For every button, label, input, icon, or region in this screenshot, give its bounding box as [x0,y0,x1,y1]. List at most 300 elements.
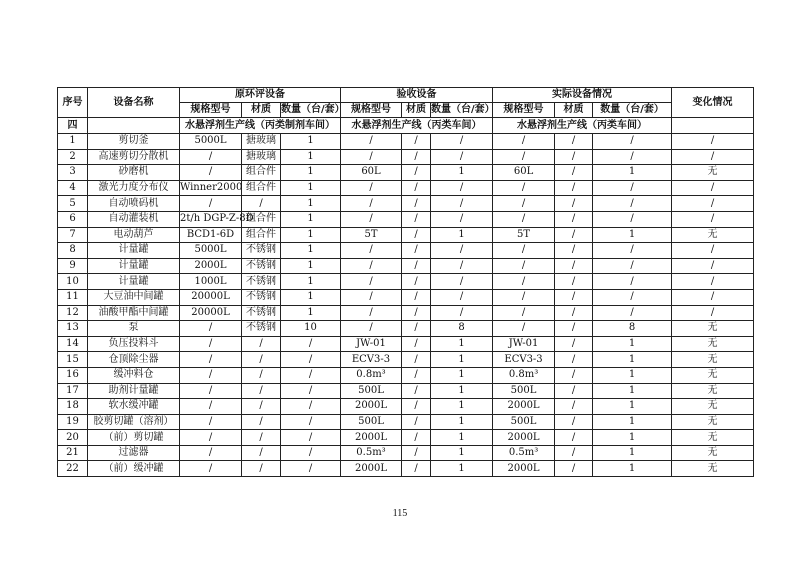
row-equipment-name: 软水缓冲罐 [88,399,180,415]
row-actual-spec: 2000L [493,461,555,477]
row-original-spec: / [180,430,242,446]
row-actual-spec: 5T [493,227,555,243]
section-blank [88,118,180,134]
row-change: 无 [672,445,754,461]
row-acceptance-spec: ECV3-3 [341,352,402,368]
row-actual-qty: 1 [593,383,672,399]
header-spec: 规格型号 [180,103,242,118]
row-actual-material: / [555,258,593,274]
row-change: 无 [672,430,754,446]
row-actual-material: / [555,367,593,383]
row-actual-material: / [555,149,593,165]
row-actual-spec: 2000L [493,399,555,415]
row-original-material: / [242,461,281,477]
row-seq: 11 [58,289,88,305]
row-change: 无 [672,461,754,477]
row-acceptance-material: / [402,305,431,321]
row-original-qty: 1 [281,180,341,196]
row-acceptance-qty: 1 [431,227,493,243]
table-row [58,165,754,181]
table-row [58,211,754,227]
table-row [58,196,754,212]
row-seq: 1 [58,134,88,150]
row-equipment-name: 缓冲料仓 [88,367,180,383]
row-acceptance-material: / [402,243,431,259]
row-acceptance-spec: / [341,149,402,165]
table-row [58,445,754,461]
row-original-spec: 1000L [180,274,242,290]
row-change: / [672,196,754,212]
table-row [58,336,754,352]
row-change: / [672,149,754,165]
row-change: 无 [672,336,754,352]
row-original-qty: 1 [281,305,341,321]
row-seq: 9 [58,258,88,274]
row-acceptance-material: / [402,321,431,337]
table-row [58,289,754,305]
row-acceptance-material: / [402,180,431,196]
row-actual-qty: 8 [593,321,672,337]
row-actual-material: / [555,461,593,477]
row-actual-qty: / [593,211,672,227]
row-acceptance-material: / [402,367,431,383]
row-original-material: 不锈钢 [242,305,281,321]
row-original-material: / [242,414,281,430]
row-equipment-name: 仓顶除尘器 [88,352,180,368]
row-actual-qty: 1 [593,367,672,383]
row-original-material: 组合件 [242,165,281,181]
table-row [58,414,754,430]
row-acceptance-spec: / [341,321,402,337]
row-acceptance-spec: / [341,134,402,150]
section-line-original: 水悬浮剂生产线（丙类制剂车间） [180,118,341,134]
row-actual-spec: / [493,305,555,321]
row-actual-qty: / [593,196,672,212]
row-seq: 22 [58,461,88,477]
row-equipment-name: 胶剪切罐（溶剂） [88,414,180,430]
row-acceptance-qty: / [431,289,493,305]
table-body [58,134,754,477]
row-acceptance-material: / [402,211,431,227]
row-original-spec: / [180,445,242,461]
row-change: / [672,211,754,227]
row-acceptance-material: / [402,196,431,212]
row-acceptance-qty: 1 [431,430,493,446]
row-original-material: 不锈钢 [242,274,281,290]
row-actual-spec: / [493,243,555,259]
header-name: 设备名称 [88,88,180,118]
row-actual-material: / [555,134,593,150]
row-original-material: / [242,445,281,461]
row-actual-spec: / [493,180,555,196]
row-change: 无 [672,165,754,181]
row-equipment-name: 计量罐 [88,274,180,290]
row-change: 无 [672,414,754,430]
row-actual-spec: ECV3-3 [493,352,555,368]
row-acceptance-spec: JW-01 [341,336,402,352]
row-acceptance-spec: 0.8m³ [341,367,402,383]
row-equipment-name: 大豆油中间罐 [88,289,180,305]
row-actual-material: / [555,165,593,181]
row-acceptance-qty: 1 [431,367,493,383]
row-change: 无 [672,367,754,383]
row-acceptance-material: / [402,430,431,446]
row-actual-spec: / [493,258,555,274]
row-original-spec: 5000L [180,243,242,259]
row-original-qty: 1 [281,243,341,259]
row-actual-qty: / [593,149,672,165]
row-original-qty: / [281,352,341,368]
header-acceptance: 验收设备 [341,88,493,103]
row-acceptance-spec: / [341,289,402,305]
row-original-spec: 20000L [180,305,242,321]
row-change: / [672,180,754,196]
row-actual-spec: JW-01 [493,336,555,352]
row-actual-material: / [555,211,593,227]
row-acceptance-spec: 2000L [341,399,402,415]
row-actual-material: / [555,352,593,368]
row-acceptance-material: / [402,289,431,305]
header-qty: 数量（台/套） [431,103,493,118]
row-equipment-name: 泵 [88,321,180,337]
row-seq: 8 [58,243,88,259]
row-acceptance-qty: / [431,180,493,196]
row-seq: 3 [58,165,88,181]
row-original-spec: / [180,352,242,368]
section-number: 四 [58,118,88,134]
row-equipment-name: 过滤器 [88,445,180,461]
row-acceptance-qty: / [431,258,493,274]
row-actual-material: / [555,289,593,305]
row-equipment-name: 砂磨机 [88,165,180,181]
row-seq: 5 [58,196,88,212]
row-actual-qty: 1 [593,430,672,446]
row-seq: 12 [58,305,88,321]
row-seq: 21 [58,445,88,461]
row-original-qty: 1 [281,165,341,181]
row-original-qty: 1 [281,258,341,274]
row-acceptance-qty: 1 [431,445,493,461]
row-acceptance-spec: / [341,243,402,259]
row-original-spec: / [180,336,242,352]
row-acceptance-spec: / [341,258,402,274]
row-original-spec: 2t/h DGP-Z-8D [180,211,242,227]
header-actual: 实际设备情况 [493,88,672,103]
row-original-spec: / [180,149,242,165]
row-original-spec: Winner2000 [180,180,242,196]
row-actual-material: / [555,414,593,430]
table-row [58,180,754,196]
row-original-spec: / [180,383,242,399]
row-actual-material: / [555,305,593,321]
row-change: / [672,289,754,305]
row-actual-spec: / [493,196,555,212]
row-equipment-name: 剪切釜 [88,134,180,150]
row-actual-qty: 1 [593,336,672,352]
row-original-qty: / [281,336,341,352]
header-seq: 序号 [58,88,88,118]
row-equipment-name: 电动葫芦 [88,227,180,243]
row-original-spec: / [180,196,242,212]
row-seq: 4 [58,180,88,196]
row-actual-material: / [555,399,593,415]
row-acceptance-spec: 2000L [341,430,402,446]
row-acceptance-spec: / [341,196,402,212]
table-row [58,258,754,274]
table-row [58,149,754,165]
row-original-qty: 10 [281,321,341,337]
row-acceptance-qty: 1 [431,336,493,352]
row-original-material: 搪玻璃 [242,134,281,150]
row-actual-qty: / [593,305,672,321]
row-original-material: / [242,383,281,399]
row-original-spec: / [180,414,242,430]
row-acceptance-qty: 1 [431,383,493,399]
equipment-table [57,87,754,477]
row-seq: 14 [58,336,88,352]
row-original-material: 搪玻璃 [242,149,281,165]
row-acceptance-material: / [402,383,431,399]
row-acceptance-material: / [402,134,431,150]
row-acceptance-qty: / [431,305,493,321]
row-acceptance-qty: 1 [431,165,493,181]
row-seq: 19 [58,414,88,430]
header-change: 变化情况 [672,88,754,118]
row-actual-material: / [555,243,593,259]
table-row [58,383,754,399]
row-actual-qty: 1 [593,461,672,477]
row-equipment-name: 高速剪切分散机 [88,149,180,165]
row-actual-spec: / [493,149,555,165]
row-change: 无 [672,321,754,337]
row-original-qty: / [281,461,341,477]
row-actual-spec: / [493,211,555,227]
header-qty: 数量（台/套） [593,103,672,118]
row-acceptance-qty: / [431,274,493,290]
row-original-material: 组合件 [242,180,281,196]
row-actual-material: / [555,383,593,399]
row-equipment-name: 计量罐 [88,243,180,259]
row-acceptance-material: / [402,274,431,290]
row-acceptance-spec: / [341,180,402,196]
row-acceptance-material: / [402,445,431,461]
row-change: 无 [672,399,754,415]
row-actual-material: / [555,274,593,290]
row-actual-spec: / [493,274,555,290]
row-original-qty: 1 [281,211,341,227]
row-original-spec: / [180,165,242,181]
row-acceptance-spec: 500L [341,383,402,399]
row-original-material: / [242,352,281,368]
row-seq: 20 [58,430,88,446]
row-acceptance-material: / [402,414,431,430]
row-acceptance-qty: / [431,196,493,212]
row-actual-qty: 1 [593,165,672,181]
row-acceptance-qty: 1 [431,352,493,368]
row-actual-qty: 1 [593,445,672,461]
row-acceptance-material: / [402,258,431,274]
row-actual-spec: 0.8m³ [493,367,555,383]
row-original-qty: / [281,430,341,446]
row-seq: 10 [58,274,88,290]
row-acceptance-qty: 1 [431,414,493,430]
row-acceptance-spec: / [341,274,402,290]
row-acceptance-material: / [402,336,431,352]
row-change: / [672,274,754,290]
row-actual-material: / [555,336,593,352]
row-original-material: / [242,336,281,352]
row-original-spec: 2000L [180,258,242,274]
row-actual-spec: 500L [493,383,555,399]
row-original-spec: 5000L [180,134,242,150]
row-seq: 17 [58,383,88,399]
row-original-spec: / [180,461,242,477]
section-blank [672,118,754,134]
row-original-spec: / [180,321,242,337]
row-original-material: / [242,367,281,383]
table-row [58,367,754,383]
row-change: / [672,258,754,274]
row-seq: 7 [58,227,88,243]
header-material: 材质 [402,103,431,118]
table-row [58,352,754,368]
row-actual-qty: 1 [593,227,672,243]
row-change: / [672,243,754,259]
row-change: 无 [672,227,754,243]
row-actual-qty: / [593,258,672,274]
table-row [58,274,754,290]
table-row [58,134,754,150]
header-material: 材质 [242,103,281,118]
header-row-1 [58,88,754,103]
row-original-material: 组合件 [242,211,281,227]
row-original-qty: 1 [281,196,341,212]
row-actual-qty: / [593,243,672,259]
row-original-material: / [242,196,281,212]
section-row [58,118,754,134]
row-acceptance-material: / [402,149,431,165]
row-original-qty: 1 [281,149,341,165]
row-actual-spec: 0.5m³ [493,445,555,461]
row-acceptance-spec: 500L [341,414,402,430]
row-acceptance-qty: / [431,243,493,259]
row-actual-qty: 1 [593,414,672,430]
row-original-material: / [242,430,281,446]
row-original-material: 组合件 [242,227,281,243]
row-equipment-name: 计量罐 [88,258,180,274]
header-spec: 规格型号 [341,103,402,118]
section-line-acceptance: 水悬浮剂生产线（丙类车间） [341,118,493,134]
header-material: 材质 [555,103,593,118]
row-actual-spec: 2000L [493,430,555,446]
row-equipment-name: 助剂计量罐 [88,383,180,399]
row-change: / [672,305,754,321]
row-acceptance-qty: / [431,211,493,227]
row-original-spec: BCD1-6D [180,227,242,243]
row-equipment-name: 油酸甲酯中间罐 [88,305,180,321]
row-acceptance-material: / [402,352,431,368]
row-original-material: 不锈钢 [242,258,281,274]
header-qty: 数量（台/套） [281,103,341,118]
row-original-qty: / [281,367,341,383]
row-equipment-name: 自动喷码机 [88,196,180,212]
row-actual-qty: / [593,274,672,290]
row-seq: 6 [58,211,88,227]
row-seq: 15 [58,352,88,368]
row-original-qty: / [281,383,341,399]
row-original-qty: 1 [281,227,341,243]
row-acceptance-spec: / [341,211,402,227]
row-actual-qty: / [593,289,672,305]
row-original-material: 不锈钢 [242,243,281,259]
row-equipment-name: 自动灌装机 [88,211,180,227]
row-original-qty: 1 [281,134,341,150]
header-original-eia: 原环评设备 [180,88,341,103]
row-original-material: / [242,399,281,415]
row-acceptance-qty: / [431,149,493,165]
row-actual-material: / [555,445,593,461]
row-acceptance-qty: 1 [431,461,493,477]
row-acceptance-material: / [402,165,431,181]
row-acceptance-spec: 2000L [341,461,402,477]
row-original-material: 不锈钢 [242,321,281,337]
row-original-material: 不锈钢 [242,289,281,305]
row-original-qty: / [281,445,341,461]
table-row [58,321,754,337]
row-change: 无 [672,383,754,399]
row-acceptance-material: / [402,227,431,243]
table-row [58,461,754,477]
row-actual-qty: 1 [593,399,672,415]
row-original-spec: / [180,399,242,415]
row-actual-qty: / [593,134,672,150]
row-actual-material: / [555,430,593,446]
row-acceptance-material: / [402,399,431,415]
table-row [58,305,754,321]
row-actual-spec: 500L [493,414,555,430]
row-original-qty: / [281,399,341,415]
row-acceptance-spec: 5T [341,227,402,243]
row-seq: 2 [58,149,88,165]
row-original-spec: 20000L [180,289,242,305]
header-spec: 规格型号 [493,103,555,118]
table-row [58,430,754,446]
row-acceptance-qty: 1 [431,399,493,415]
row-seq: 18 [58,399,88,415]
row-equipment-name: 激光力度分布仪 [88,180,180,196]
row-actual-material: / [555,196,593,212]
row-actual-material: / [555,227,593,243]
row-acceptance-spec: 0.5m³ [341,445,402,461]
row-actual-spec: / [493,289,555,305]
row-original-spec: / [180,367,242,383]
row-acceptance-qty: 8 [431,321,493,337]
row-acceptance-material: / [402,461,431,477]
row-equipment-name: （前）缓冲罐 [88,461,180,477]
table-row [58,227,754,243]
page-number: 115 [392,508,408,519]
row-actual-material: / [555,321,593,337]
row-actual-spec: / [493,134,555,150]
section-line-actual: 水悬浮剂生产线（丙类车间） [493,118,672,134]
row-actual-spec: / [493,321,555,337]
row-original-qty: 1 [281,289,341,305]
row-original-qty: / [281,414,341,430]
row-seq: 16 [58,367,88,383]
row-acceptance-qty: / [431,134,493,150]
table-row [58,399,754,415]
row-equipment-name: （前）剪切罐 [88,430,180,446]
